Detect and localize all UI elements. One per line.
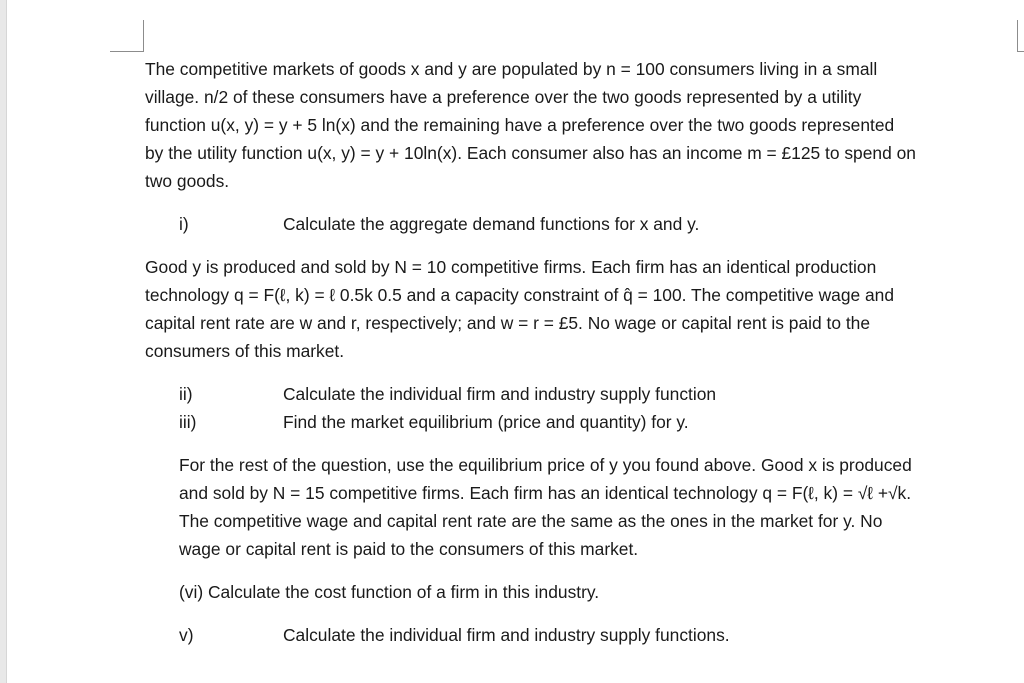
text-line: Good y is produced and sold by N = 10 competitive firms. Each firm has an identical production <box>145 257 877 277</box>
question-item-vi <box>145 578 1024 606</box>
text-line: village. n/2 of these consumers have a preference over the two goods represented by a utility <box>145 87 862 107</box>
margin-corner-mark-top-left <box>110 51 144 52</box>
item-number: i) <box>179 214 189 234</box>
margin-corner-mark-top-left <box>143 20 144 52</box>
paragraph-consumers <box>145 55 1024 195</box>
question-item-ii <box>145 380 1024 408</box>
item-text: (vi) Calculate the cost function of a firm in this industry. <box>179 582 600 602</box>
item-number: ii) <box>179 384 193 404</box>
margin-corner-mark-top-right <box>1017 20 1018 52</box>
text-line: capital rent rate are w and r, respectively; and w = r = £5. No wage or capital rent is paid to the <box>145 313 870 333</box>
question-item-iii <box>145 408 1024 436</box>
text-line: and sold by N = 15 competitive firms. Each firm has an identical technology q = F(ℓ, k) = √ℓ +√k. <box>179 483 912 503</box>
left-gutter <box>0 0 7 683</box>
item-text: Calculate the aggregate demand functions for x and y. <box>283 214 700 234</box>
document-body[interactable] <box>145 55 1024 649</box>
item-number: v) <box>179 625 194 645</box>
text-line: technology q = F(ℓ, k) = ℓ 0.5k 0.5 and a capacity constraint of q̂ = 100. The competitive wage and <box>145 285 895 305</box>
item-text: Calculate the individual firm and industry supply functions. <box>283 625 730 645</box>
item-number: iii) <box>179 412 197 432</box>
text-line: For the rest of the question, use the equilibrium price of y you found above. Good x is produced <box>179 455 912 475</box>
question-item-i <box>145 210 1024 238</box>
text-line: The competitive wage and capital rent rate are the same as the ones in the market for y. No <box>179 511 883 531</box>
text-line: The competitive markets of goods x and y are populated by n = 100 consumers living in a small <box>145 59 878 79</box>
text-line: wage or capital rent is paid to the consumers of this market. <box>179 539 639 559</box>
paragraph-firms-x <box>145 451 1024 563</box>
paragraph-firms-y <box>145 253 1024 365</box>
question-item-v <box>145 621 1024 649</box>
text-line: consumers of this market. <box>145 341 345 361</box>
item-text: Calculate the individual firm and industry supply function <box>283 384 717 404</box>
text-line: two goods. <box>145 171 230 191</box>
item-text: Find the market equilibrium (price and quantity) for y. <box>283 412 689 432</box>
text-line: by the utility function u(x, y) = y + 10ln(x). Each consumer also has an income m = £125 to spend on <box>145 143 916 163</box>
text-line: function u(x, y) = y + 5 ln(x) and the remaining have a preference over the two goods represented <box>145 115 895 135</box>
margin-corner-mark-top-right <box>1017 51 1024 52</box>
